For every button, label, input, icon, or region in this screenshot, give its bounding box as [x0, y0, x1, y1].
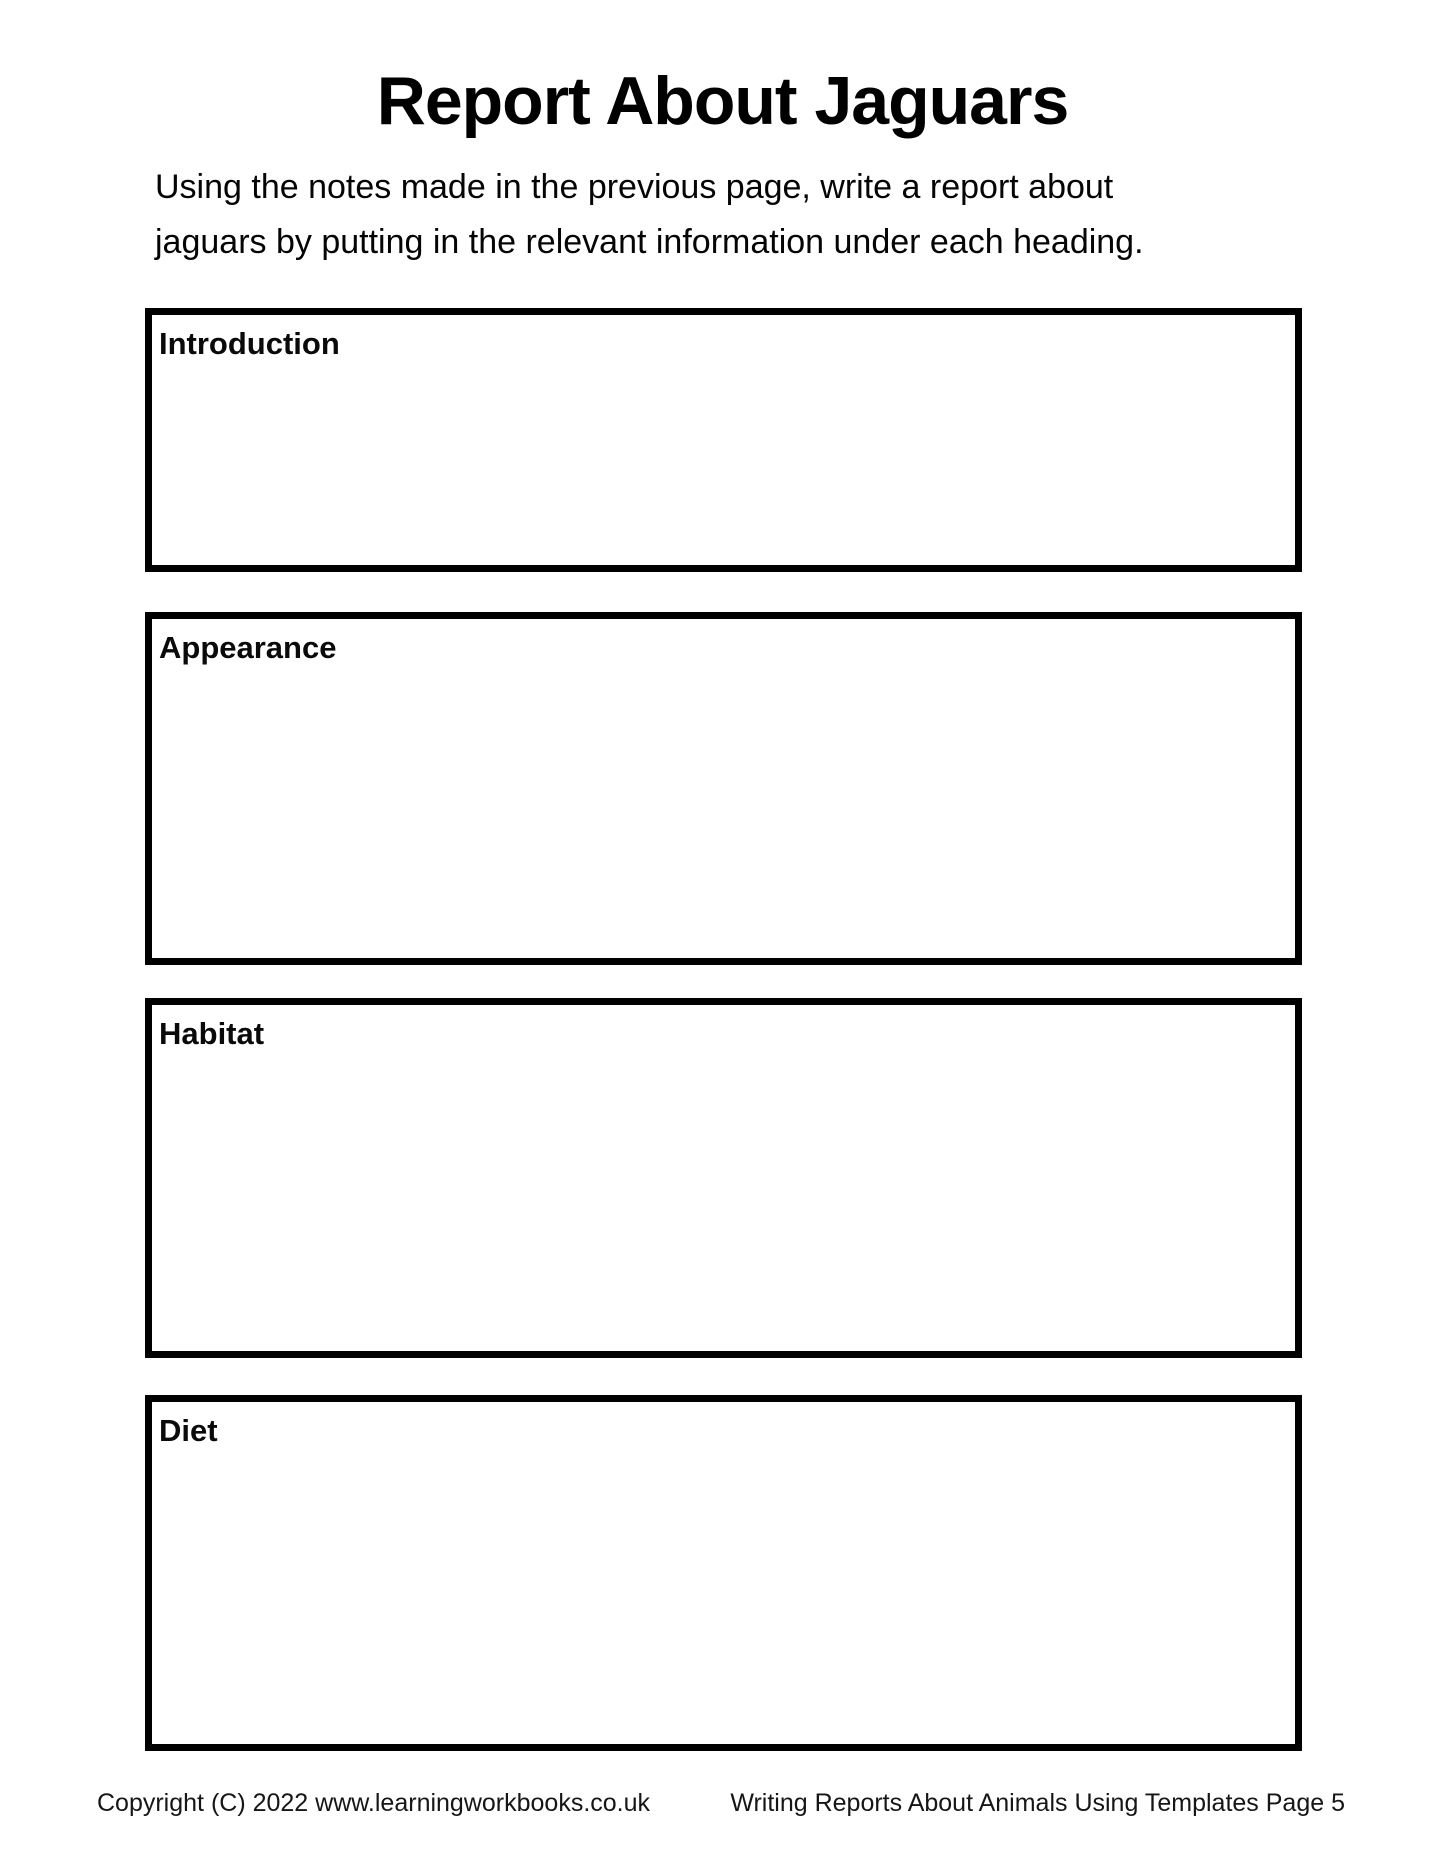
appearance-label: Appearance — [159, 630, 337, 665]
habitat-label: Habitat — [159, 1016, 265, 1051]
diet-section-box — [145, 1395, 1302, 1751]
footer-page-info: Writing Reports About Animals Using Templates Page 5 — [730, 1789, 1345, 1817]
appearance-section-box — [145, 612, 1302, 965]
diet-label: Diet — [159, 1413, 218, 1448]
introduction-label: Introduction — [159, 326, 340, 361]
page-footer — [97, 1789, 1345, 1818]
habitat-section-box — [145, 998, 1302, 1358]
footer-copyright: Copyright (C) 2022 www.learningworkbooks.co.uk — [97, 1789, 651, 1817]
instructions-line-1: Using the notes made in the previous page, write a report about — [155, 168, 1114, 206]
page-title: Report About Jaguars — [376, 63, 1069, 139]
instructions-line-2: jaguars by putting in the relevant information under each heading. — [155, 223, 1144, 261]
introduction-section-box — [145, 308, 1302, 572]
instructions-text — [155, 160, 1285, 270]
